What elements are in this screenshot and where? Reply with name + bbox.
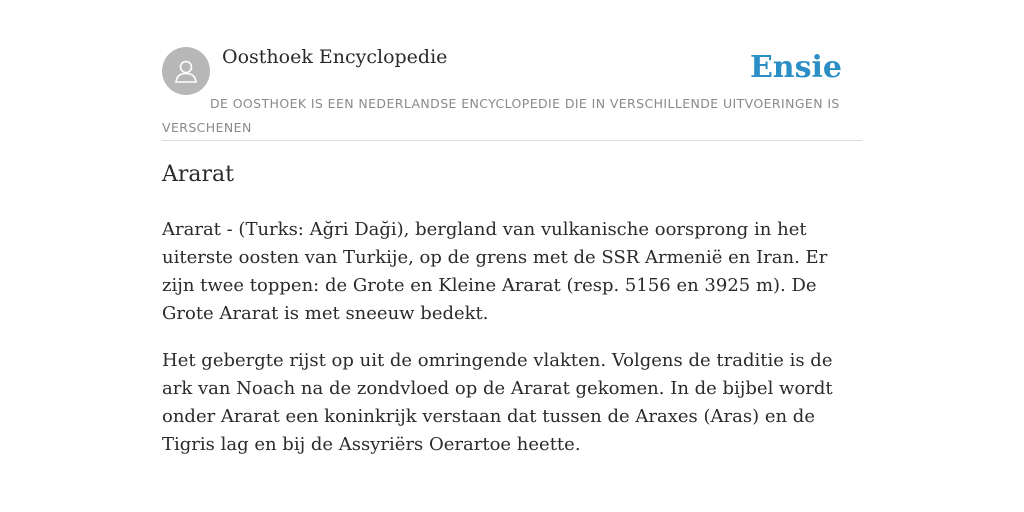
user-icon: [172, 57, 200, 85]
brand-logo[interactable]: Ensie: [749, 50, 842, 85]
article-paragraph-2: Het gebergte rijst op uit de omringende vlakten. Volgens de traditie is de ark van Noach na de zondvloed op de Ararat gekomen. In de bijbel wordt onder Ararat een koninkrijk verstaan dat tussen de Araxes (Aras) en de Tigris lag en bij de Assyriërs Oerartoe heette.: [162, 350, 833, 455]
page-header: [162, 40, 862, 141]
source-description: DE OOSTHOEK IS EEN NEDERLANDSE ENCYCLOPEDIE DIE IN VERSCHILLENDE UITVOERINGEN IS VERSCHENEN: [162, 96, 840, 135]
article-body: [162, 216, 862, 478]
article-paragraph-1: Ararat - (Turks: Ağri Daği), bergland van vulkanische oorsprong in het uiterste oosten van Turkije, op de grens met de SSR Armenië en Iran. Er zijn twee toppen: de Grote en Kleine Ararat (resp. 5156 en 3925 m). De Grote Ararat is met sneeuw bedekt.: [162, 219, 828, 324]
source-title[interactable]: Oosthoek Encyclopedie: [222, 46, 448, 68]
avatar[interactable]: [162, 47, 210, 95]
article-title: Ararat: [162, 162, 234, 187]
